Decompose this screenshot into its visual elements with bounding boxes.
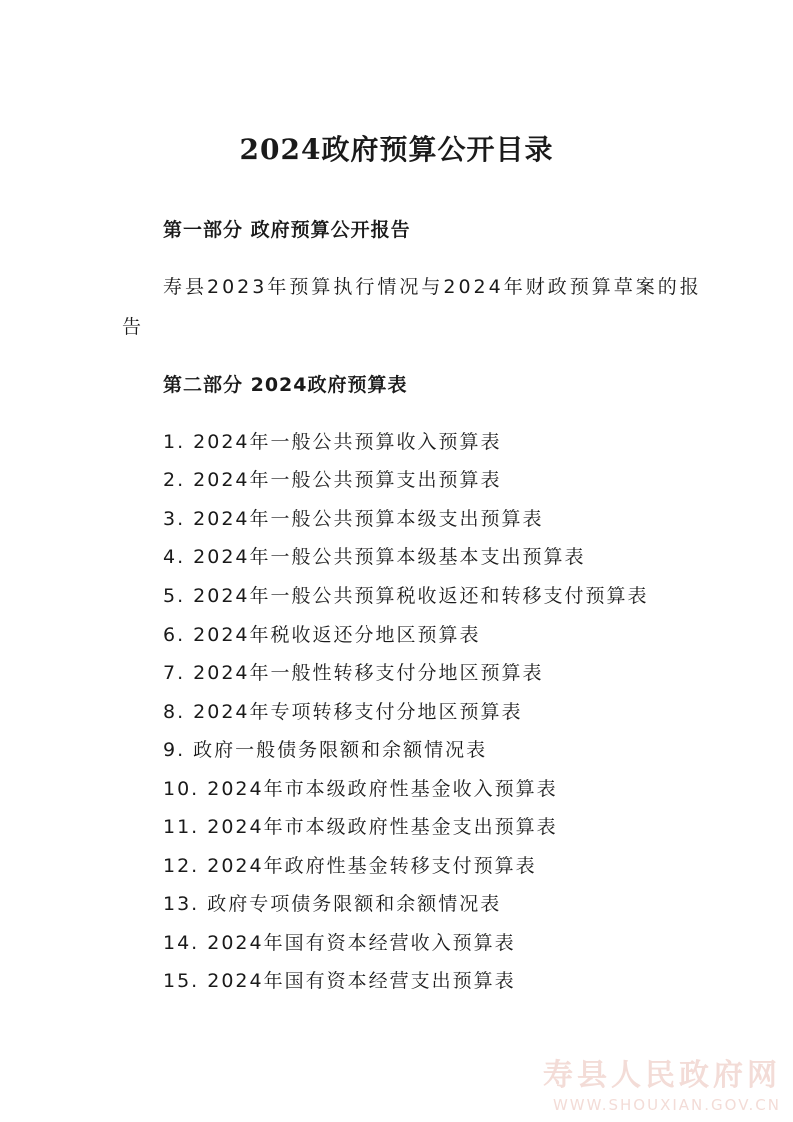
toc-item-7: 7. 2024年一般性转移支付分地区预算表 <box>163 662 544 684</box>
site-watermark <box>543 1050 781 1114</box>
toc-item-2: 2. 2024年一般公共预算支出预算表 <box>163 469 502 491</box>
report-title-line2: 告 <box>122 316 145 338</box>
toc-item-11: 11. 2024年市本级政府性基金支出预算表 <box>163 816 558 838</box>
watermark-site-name: 寿县人民政府网 <box>543 1058 781 1093</box>
part2-heading: 第二部分 2024政府预算表 <box>163 374 408 396</box>
part1-heading: 第一部分 政府预算公开报告 <box>163 219 411 241</box>
toc-item-15: 15. 2024年国有资本经营支出预算表 <box>163 970 516 992</box>
watermark-site-url: WWW.SHOUXIAN.GOV.CN <box>552 1096 781 1114</box>
toc-item-5: 5. 2024年一般公共预算税收返还和转移支付预算表 <box>163 585 649 607</box>
toc-item-6: 6. 2024年税收返还分地区预算表 <box>163 624 481 646</box>
toc-item-9: 9. 政府一般债务限额和余额情况表 <box>163 739 488 761</box>
toc-item-14: 14. 2024年国有资本经营收入预算表 <box>163 932 516 954</box>
toc-item-12: 12. 2024年政府性基金转移支付预算表 <box>163 855 537 877</box>
page-title: 2024政府预算公开目录 <box>239 133 554 166</box>
toc-item-13: 13. 政府专项债务限额和余额情况表 <box>163 893 502 915</box>
toc-item-4: 4. 2024年一般公共预算本级基本支出预算表 <box>163 546 586 568</box>
toc-item-1: 1. 2024年一般公共预算收入预算表 <box>163 431 502 453</box>
toc-item-3: 3. 2024年一般公共预算本级支出预算表 <box>163 508 544 530</box>
toc-item-10: 10. 2024年市本级政府性基金收入预算表 <box>163 778 558 800</box>
report-title-line1: 寿县2023年预算执行情况与2024年财政预算草案的报 <box>163 276 702 298</box>
toc-item-8: 8. 2024年专项转移支付分地区预算表 <box>163 701 523 723</box>
